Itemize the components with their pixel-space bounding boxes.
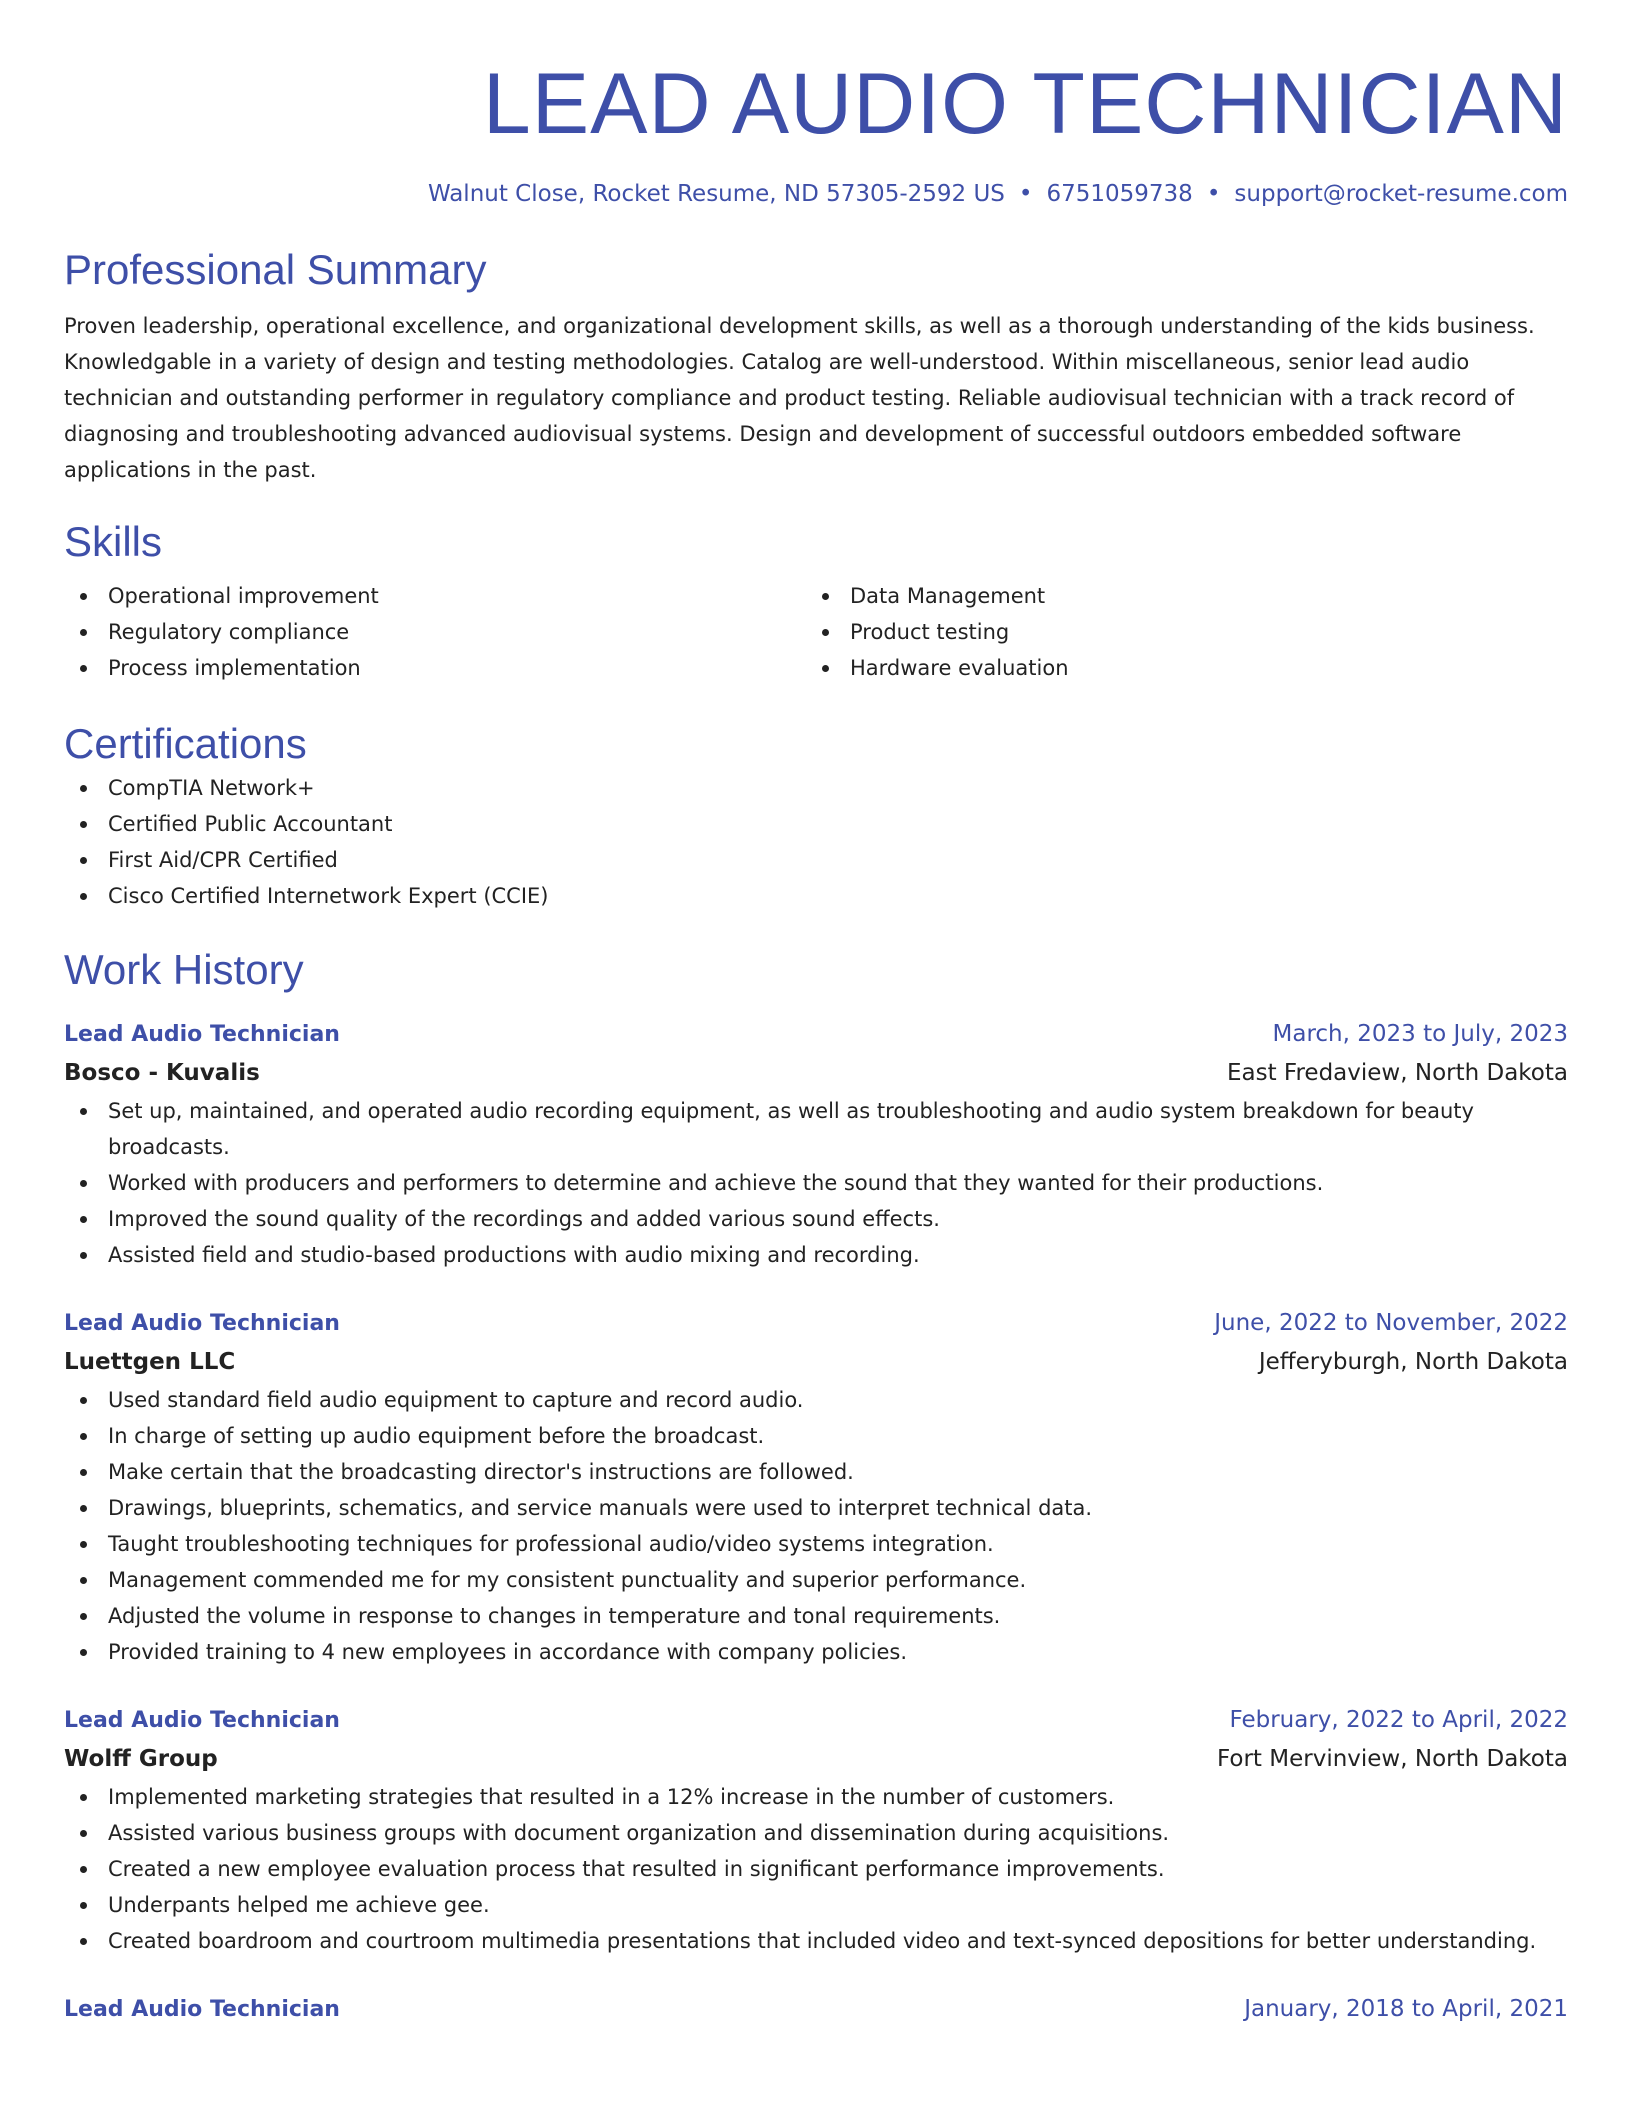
- job-bullet: Used standard field audio equipment to capture and record audio.: [64, 1382, 1568, 1418]
- job-location: East Fredaview, North Dakota: [1226, 1060, 1568, 1086]
- job-bullet: Assisted various business groups with document organization and dissemination during acquisitions.: [64, 1815, 1568, 1851]
- certification-item: First Aid/CPR Certified: [64, 842, 1568, 878]
- job-title: Lead Audio Technician: [64, 1311, 340, 1336]
- skills-heading: Skills: [64, 518, 163, 565]
- job-bullet: Make certain that the broadcasting director's instructions are followed.: [64, 1454, 1568, 1490]
- contact-email: support@rocket-resume.com: [1234, 181, 1568, 207]
- job-bullet: Created boardroom and courtroom multimedia presentations that included video and text-synced depositions for better understanding.: [64, 1923, 1568, 1959]
- job-title-row: [64, 1016, 1568, 1053]
- job-dates: June, 2022 to November, 2022: [1214, 1310, 1568, 1336]
- job-entry: [64, 1702, 1568, 1959]
- certifications-heading: Certifications: [64, 720, 307, 767]
- certifications-list: [64, 770, 1568, 914]
- job-bullet: Taught troubleshooting techniques for professional audio/video systems integration.: [64, 1526, 1568, 1562]
- job-bullet: Adjusted the volume in response to changes in temperature and tonal requirements.: [64, 1598, 1568, 1634]
- skills-column-left: [64, 578, 806, 686]
- work-history-section: [64, 944, 1568, 2028]
- certification-item: Certified Public Accountant: [64, 806, 1568, 842]
- contact-phone: 6751059738: [1046, 181, 1193, 207]
- summary-text: Proven leadership, operational excellence, and organizational development skills, as well as a thorough understanding of the kids business. Knowledgable in a variety of design and testing methodologies. Catalog are well-understood. Within miscellaneous, senior lead audio technician and outstanding performer in regulatory compliance and product testing. Reliable audiovisual technician with a track record of diagnosing and troubleshooting advanced audiovisual systems. Design and development of successful outdoors embedded software applications in the past.: [64, 314, 1535, 482]
- job-entry: [64, 1305, 1568, 1670]
- contact-address: Walnut Close, Rocket Resume, ND 57305-2592 US: [427, 181, 1005, 207]
- work-history-heading: Work History: [64, 946, 304, 993]
- job-entry: [64, 1016, 1568, 1273]
- job-entry: [64, 1991, 1568, 2028]
- job-bullet: Improved the sound quality of the recordings and added various sound effects.: [64, 1201, 1568, 1237]
- summary-section: [64, 244, 1568, 488]
- job-title: Lead Audio Technician: [64, 1997, 340, 2022]
- contact-line: [64, 178, 1568, 210]
- skill-item: Operational improvement: [64, 578, 806, 614]
- job-company-row: [64, 1739, 1568, 1779]
- job-bullets: [64, 1093, 1568, 1273]
- candidate-name: LEAD AUDIO TECHNICIAN: [482, 56, 1568, 152]
- job-dates: March, 2023 to July, 2023: [1272, 1021, 1568, 1047]
- job-location: Fort Mervinview, North Dakota: [1216, 1746, 1568, 1772]
- skill-item: Product testing: [806, 614, 1548, 650]
- job-bullet: Implemented marketing strategies that resulted in a 12% increase in the number of customers.: [64, 1779, 1568, 1815]
- certifications-section: [64, 718, 1568, 914]
- skills-list-left: [64, 578, 806, 686]
- job-location: Jefferyburgh, North Dakota: [1258, 1349, 1568, 1375]
- job-company: Luettgen LLC: [64, 1349, 236, 1375]
- skill-item: Hardware evaluation: [806, 650, 1548, 686]
- skill-item: Regulatory compliance: [64, 614, 806, 650]
- summary-heading: Professional Summary: [64, 246, 487, 293]
- job-company: Wolff Group: [64, 1746, 218, 1772]
- job-bullet: In charge of setting up audio equipment before the broadcast.: [64, 1418, 1568, 1454]
- job-bullet: Created a new employee evaluation process that resulted in significant performance improvements.: [64, 1851, 1568, 1887]
- contact-separator: •: [1018, 181, 1033, 207]
- skills-grid: [64, 578, 1568, 686]
- job-bullet: Management commended me for my consistent punctuality and superior performance.: [64, 1562, 1568, 1598]
- job-bullet: Assisted field and studio-based productions with audio mixing and recording.: [64, 1237, 1568, 1273]
- job-bullet: Drawings, blueprints, schematics, and service manuals were used to interpret technical data.: [64, 1490, 1568, 1526]
- certification-item: CompTIA Network+: [64, 770, 1568, 806]
- job-bullet: Set up, maintained, and operated audio recording equipment, as well as troubleshooting and audio system breakdown for beauty broadcasts.: [64, 1093, 1568, 1165]
- job-title-row: [64, 1305, 1568, 1342]
- contact-separator: •: [1206, 181, 1221, 207]
- skills-column-right: [806, 578, 1548, 686]
- certification-item: Cisco Certified Internetwork Expert (CCIE): [64, 878, 1568, 914]
- job-bullet: Provided training to 4 new employees in accordance with company policies.: [64, 1634, 1568, 1670]
- skills-list-right: [806, 578, 1548, 686]
- job-title: Lead Audio Technician: [64, 1022, 340, 1047]
- skill-item: Data Management: [806, 578, 1548, 614]
- job-title: Lead Audio Technician: [64, 1708, 340, 1733]
- job-title-row: [64, 1702, 1568, 1739]
- job-company-row: [64, 1053, 1568, 1093]
- job-bullets: [64, 1382, 1568, 1670]
- skills-section: [64, 516, 1568, 686]
- job-bullet: Worked with producers and performers to determine and achieve the sound that they wanted for their productions.: [64, 1165, 1568, 1201]
- job-company: Bosco - Kuvalis: [64, 1060, 260, 1086]
- skill-item: Process implementation: [64, 650, 806, 686]
- job-company-row: [64, 1342, 1568, 1382]
- job-bullet: Underpants helped me achieve gee.: [64, 1887, 1568, 1923]
- job-bullets: [64, 1779, 1568, 1959]
- job-dates: January, 2018 to April, 2021: [1244, 1996, 1568, 2022]
- resume-header: [64, 56, 1568, 210]
- job-title-row: [64, 1991, 1568, 2028]
- resume-page: [64, 0, 1568, 2028]
- job-dates: February, 2022 to April, 2022: [1229, 1707, 1568, 1733]
